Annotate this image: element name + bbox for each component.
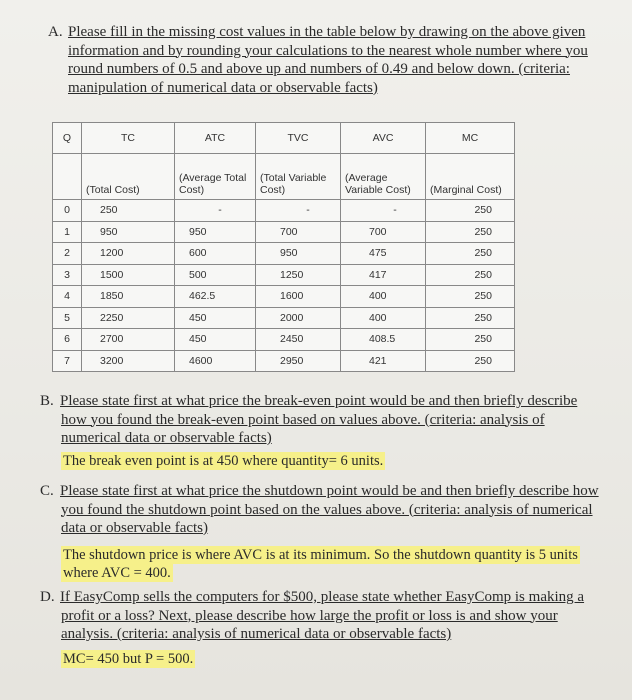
cell-tc: 2700 [82,329,175,351]
cell-mc: 250 [426,264,515,286]
cell-tc: 3200 [82,350,175,372]
section-d-line-3: analysis. (criteria: analysis of numerical data or observable facts) [61,626,452,642]
cell-avc: 700 [341,221,426,243]
subheader-q [53,154,82,200]
cell-q: 2 [53,243,82,265]
cell-atc: 450 [175,329,256,351]
table-row [53,307,515,329]
cell-avc: 400 [341,286,426,308]
table-row [53,350,515,372]
cell-mc: 250 [426,350,515,372]
cell-atc: 500 [175,264,256,286]
cell-atc: 600 [175,243,256,265]
cell-tvc: 1250 [256,264,341,286]
section-a [48,23,588,97]
section-c-letter: C. [40,483,54,499]
header-atc: ATC [175,123,256,154]
cell-tc: 2250 [82,307,175,329]
header-tc: TC [82,123,175,154]
cell-q: 1 [53,221,82,243]
section-c-line-2: you found the shutdown point based on the values above. (criteria: analysis of numerical [61,501,593,518]
cost-table [52,122,515,372]
cell-q: 5 [53,307,82,329]
subheader-atc-line-1: (Average Total [179,172,247,184]
cell-avc: 417 [341,264,426,286]
cell-q: 0 [53,200,82,222]
cell-avc: 475 [341,243,426,265]
table-row [53,243,515,265]
table-body [53,200,515,372]
section-a-line-1: Please fill in the missing cost values in the table below by drawing on the above given [68,24,586,40]
cell-mc: 250 [426,221,515,243]
cell-mc: 250 [426,200,515,222]
table-subheader-row [53,154,515,200]
cell-tc: 1200 [82,243,175,265]
header-tvc: TVC [256,123,341,154]
cell-q: 3 [53,264,82,286]
table-row [53,221,515,243]
cell-mc: 250 [426,329,515,351]
section-b-line-1: Please state first at what price the break-even point would be and then briefly describe [60,393,578,409]
section-d-line-2: profit or a loss? Next, please describe how large the profit or loss is and show your [61,607,558,624]
cell-atc: - [175,200,256,222]
cell-atc: 950 [175,221,256,243]
cell-tc: 1500 [82,264,175,286]
cell-mc: 250 [426,307,515,329]
cell-tvc: 2450 [256,329,341,351]
section-d-answer: MC= 450 but P = 500. [63,650,194,667]
cell-tvc: 1600 [256,286,341,308]
section-d-line-1: If EasyComp sells the computers for $500, please state whether EasyComp is making a [60,589,585,605]
cell-tvc: 700 [256,221,341,243]
section-a-line-4: manipulation of numerical data or observable facts) [68,79,378,96]
cell-tc: 1850 [82,286,175,308]
section-b-line-3: numerical data or observable facts) [61,430,272,446]
cell-mc: 250 [426,243,515,265]
cell-tvc: 950 [256,243,341,265]
subheader-mc: (Marginal Cost) [426,154,515,200]
cell-q: 4 [53,286,82,308]
subheader-avc [341,154,426,200]
cell-tc: 950 [82,221,175,243]
cell-mc: 250 [426,286,515,308]
table-row [53,286,515,308]
section-d [40,588,600,668]
cell-tc: 250 [82,200,175,222]
subheader-atc-line-2: Cost) [179,184,205,196]
subheader-avc-line-1: (Average [345,172,388,184]
cell-avc: 408.5 [341,329,426,351]
cell-atc: 450 [175,307,256,329]
section-c-line-3: data or observable facts) [61,520,209,536]
cell-avc: 400 [341,307,426,329]
section-a-letter: A. [48,24,63,40]
cell-atc: 462.5 [175,286,256,308]
subheader-avc-line-2: Variable Cost) [345,184,411,196]
subheader-tc: (Total Cost) [82,154,175,200]
cell-avc: 421 [341,350,426,372]
cell-avc: - [341,200,426,222]
section-c-answer-line-1: The shutdown price is where AVC is at its minimum. So the shutdown quantity is 5 units [63,546,578,563]
header-avc: AVC [341,123,426,154]
subheader-tvc-line-1: (Total Variable [260,172,327,184]
cell-q: 7 [53,350,82,372]
cell-tvc: 2000 [256,307,341,329]
subheader-atc [175,154,256,200]
section-a-line-2: information and by rounding your calculations to the nearest whole number where you [68,42,588,59]
section-c-answer-line-2: where AVC = 400. [63,564,171,581]
cell-q: 6 [53,329,82,351]
section-b-line-2: how you found the break-even point based on values above. (criteria: analysis of [61,411,545,428]
subheader-tvc-line-2: Cost) [260,184,286,196]
table-row [53,329,515,351]
section-d-letter: D. [40,589,55,605]
section-b-answer: The break even point is at 450 where quantity= 6 units. [63,452,384,469]
table-header-row [53,123,515,154]
cell-tvc: - [256,200,341,222]
section-c-line-1: Please state first at what price the shutdown point would be and then briefly describe how [60,483,599,499]
header-mc: MC [426,123,515,154]
header-q: Q [53,123,82,154]
section-b-letter: B. [40,393,54,409]
table-row [53,200,515,222]
subheader-tvc [256,154,341,200]
table-row [53,264,515,286]
cell-atc: 4600 [175,350,256,372]
section-c [40,482,600,582]
section-b [40,392,600,470]
cell-tvc: 2950 [256,350,341,372]
section-a-line-3: round numbers of 0.5 and above up and numbers of 0.49 and below down. (criteria: [68,61,570,77]
